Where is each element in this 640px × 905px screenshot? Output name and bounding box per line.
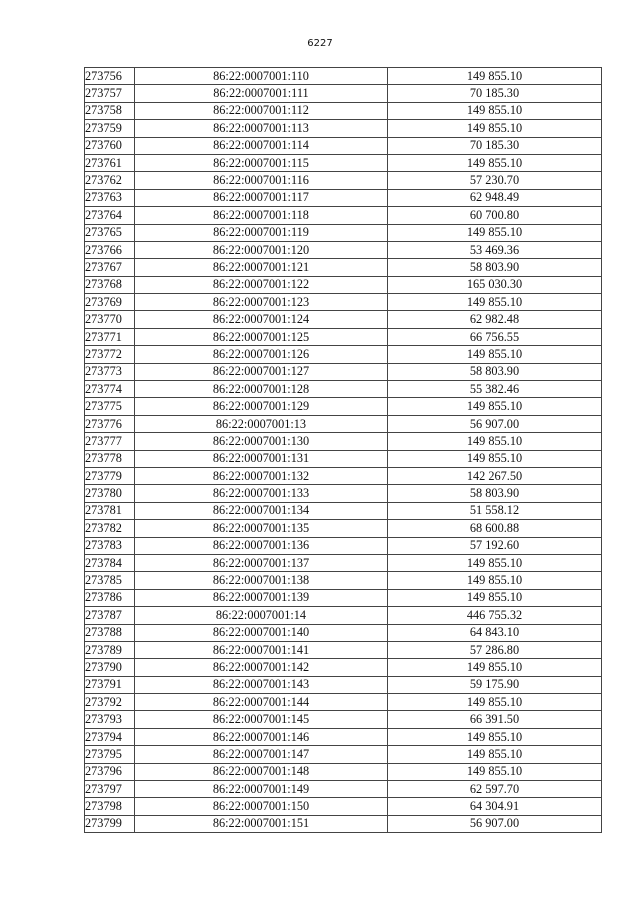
table-row <box>85 659 602 676</box>
table-row <box>85 641 602 658</box>
cadastral-number-cell: 86:22:0007001:134 <box>135 502 388 519</box>
table-row <box>85 554 602 571</box>
cadastral-value-cell: 58 803.90 <box>388 363 602 380</box>
record-number-cell: 273778 <box>85 450 135 467</box>
record-number-cell: 273783 <box>85 537 135 554</box>
record-number-cell: 273767 <box>85 259 135 276</box>
table-row <box>85 381 602 398</box>
cadastral-number-cell: 86:22:0007001:144 <box>135 694 388 711</box>
cadastral-value-cell: 66 756.55 <box>388 328 602 345</box>
cadastral-value-cell: 70 185.30 <box>388 137 602 154</box>
record-number-cell: 273797 <box>85 781 135 798</box>
cadastral-number-cell: 86:22:0007001:139 <box>135 589 388 606</box>
record-number-cell: 273772 <box>85 346 135 363</box>
cadastral-number-cell: 86:22:0007001:123 <box>135 294 388 311</box>
cadastral-number-cell: 86:22:0007001:122 <box>135 276 388 293</box>
cadastral-number-cell: 86:22:0007001:129 <box>135 398 388 415</box>
cadastral-number-cell: 86:22:0007001:146 <box>135 728 388 745</box>
cadastral-value-cell: 60 700.80 <box>388 207 602 224</box>
table-row <box>85 137 602 154</box>
cadastral-value-cell: 149 855.10 <box>388 694 602 711</box>
cadastral-value-cell: 62 597.70 <box>388 781 602 798</box>
record-number-cell: 273796 <box>85 763 135 780</box>
cadastral-value-cell: 165 030.30 <box>388 276 602 293</box>
cadastral-number-cell: 86:22:0007001:113 <box>135 120 388 137</box>
cadastral-value-cell: 55 382.46 <box>388 381 602 398</box>
table-row <box>85 467 602 484</box>
record-number-cell: 273769 <box>85 294 135 311</box>
cadastral-number-cell: 86:22:0007001:132 <box>135 467 388 484</box>
cadastral-number-cell: 86:22:0007001:118 <box>135 207 388 224</box>
table-row <box>85 207 602 224</box>
table-row <box>85 154 602 171</box>
record-number-cell: 273789 <box>85 641 135 658</box>
cadastral-number-cell: 86:22:0007001:14 <box>135 607 388 624</box>
cadastral-number-cell: 86:22:0007001:114 <box>135 137 388 154</box>
cadastral-number-cell: 86:22:0007001:117 <box>135 189 388 206</box>
record-number-cell: 273791 <box>85 676 135 693</box>
table-row <box>85 798 602 815</box>
table-row <box>85 363 602 380</box>
record-number-cell: 273759 <box>85 120 135 137</box>
cadastral-number-cell: 86:22:0007001:149 <box>135 781 388 798</box>
cadastral-number-cell: 86:22:0007001:133 <box>135 485 388 502</box>
cadastral-number-cell: 86:22:0007001:141 <box>135 641 388 658</box>
cadastral-number-cell: 86:22:0007001:13 <box>135 415 388 432</box>
cadastral-value-cell: 149 855.10 <box>388 68 602 85</box>
cadastral-value-cell: 149 855.10 <box>388 572 602 589</box>
cadastral-value-cell: 62 948.49 <box>388 189 602 206</box>
cadastral-number-cell: 86:22:0007001:136 <box>135 537 388 554</box>
record-number-cell: 273761 <box>85 154 135 171</box>
table-row <box>85 450 602 467</box>
record-number-cell: 273762 <box>85 172 135 189</box>
table-row <box>85 433 602 450</box>
cadastral-number-cell: 86:22:0007001:143 <box>135 676 388 693</box>
table-row <box>85 311 602 328</box>
cadastral-number-cell: 86:22:0007001:140 <box>135 624 388 641</box>
table-row <box>85 572 602 589</box>
table-row <box>85 781 602 798</box>
cadastral-value-cell: 57 230.70 <box>388 172 602 189</box>
table-row <box>85 346 602 363</box>
table-row <box>85 294 602 311</box>
cadastral-value-cell: 66 391.50 <box>388 711 602 728</box>
cadastral-value-cell: 149 855.10 <box>388 102 602 119</box>
record-number-cell: 273784 <box>85 554 135 571</box>
table-body <box>85 68 602 833</box>
record-number-cell: 273773 <box>85 363 135 380</box>
record-number-cell: 273781 <box>85 502 135 519</box>
table-row <box>85 589 602 606</box>
record-number-cell: 273777 <box>85 433 135 450</box>
cadastral-value-cell: 64 843.10 <box>388 624 602 641</box>
table-row <box>85 624 602 641</box>
record-number-cell: 273785 <box>85 572 135 589</box>
cadastral-number-cell: 86:22:0007001:112 <box>135 102 388 119</box>
cadastral-value-cell: 149 855.10 <box>388 294 602 311</box>
record-number-cell: 273776 <box>85 415 135 432</box>
cadastral-value-cell: 149 855.10 <box>388 763 602 780</box>
cadastral-value-cell: 57 192.60 <box>388 537 602 554</box>
cadastral-number-cell: 86:22:0007001:128 <box>135 381 388 398</box>
table-row <box>85 241 602 258</box>
cadastral-value-cell: 149 855.10 <box>388 224 602 241</box>
cadastral-number-cell: 86:22:0007001:151 <box>135 815 388 832</box>
table-row <box>85 415 602 432</box>
table-row <box>85 172 602 189</box>
table-row <box>85 224 602 241</box>
cadastral-value-cell: 149 855.10 <box>388 398 602 415</box>
record-number-cell: 273779 <box>85 467 135 484</box>
record-number-cell: 273782 <box>85 520 135 537</box>
cadastral-value-cell: 149 855.10 <box>388 746 602 763</box>
cadastral-number-cell: 86:22:0007001:121 <box>135 259 388 276</box>
cadastral-number-cell: 86:22:0007001:110 <box>135 68 388 85</box>
record-number-cell: 273757 <box>85 85 135 102</box>
table-row <box>85 607 602 624</box>
cadastral-value-cell: 62 982.48 <box>388 311 602 328</box>
cadastral-number-cell: 86:22:0007001:120 <box>135 241 388 258</box>
record-number-cell: 273771 <box>85 328 135 345</box>
cadastral-value-cell: 149 855.10 <box>388 728 602 745</box>
record-number-cell: 273764 <box>85 207 135 224</box>
cadastral-number-cell: 86:22:0007001:135 <box>135 520 388 537</box>
cadastral-value-cell: 149 855.10 <box>388 589 602 606</box>
table-row <box>85 120 602 137</box>
table-row <box>85 502 602 519</box>
cadastral-value-cell: 149 855.10 <box>388 554 602 571</box>
table-row <box>85 520 602 537</box>
cadastral-value-cell: 53 469.36 <box>388 241 602 258</box>
table-row <box>85 728 602 745</box>
table-row <box>85 259 602 276</box>
record-number-cell: 273770 <box>85 311 135 328</box>
cadastral-number-cell: 86:22:0007001:115 <box>135 154 388 171</box>
record-number-cell: 273795 <box>85 746 135 763</box>
cadastral-number-cell: 86:22:0007001:126 <box>135 346 388 363</box>
cadastral-number-cell: 86:22:0007001:131 <box>135 450 388 467</box>
cadastral-value-cell: 149 855.10 <box>388 120 602 137</box>
record-number-cell: 273760 <box>85 137 135 154</box>
cadastral-value-cell: 57 286.80 <box>388 641 602 658</box>
cadastral-value-cell: 56 907.00 <box>388 815 602 832</box>
cadastral-value-cell: 446 755.32 <box>388 607 602 624</box>
cadastral-value-cell: 70 185.30 <box>388 85 602 102</box>
record-number-cell: 273786 <box>85 589 135 606</box>
cadastral-number-cell: 86:22:0007001:138 <box>135 572 388 589</box>
cadastral-value-cell: 64 304.91 <box>388 798 602 815</box>
record-number-cell: 273792 <box>85 694 135 711</box>
record-number-cell: 273774 <box>85 381 135 398</box>
cadastral-value-cell: 149 855.10 <box>388 154 602 171</box>
cadastral-number-cell: 86:22:0007001:142 <box>135 659 388 676</box>
record-number-cell: 273756 <box>85 68 135 85</box>
cadastral-number-cell: 86:22:0007001:148 <box>135 763 388 780</box>
table-row <box>85 68 602 85</box>
cadastral-value-cell: 149 855.10 <box>388 659 602 676</box>
cadastral-number-cell: 86:22:0007001:147 <box>135 746 388 763</box>
record-number-cell: 273780 <box>85 485 135 502</box>
cadastral-number-cell: 86:22:0007001:130 <box>135 433 388 450</box>
table-row <box>85 398 602 415</box>
table-row <box>85 746 602 763</box>
cadastral-number-cell: 86:22:0007001:119 <box>135 224 388 241</box>
record-number-cell: 273790 <box>85 659 135 676</box>
table-row <box>85 694 602 711</box>
record-number-cell: 273788 <box>85 624 135 641</box>
table-row <box>85 763 602 780</box>
record-number-cell: 273765 <box>85 224 135 241</box>
table-row <box>85 85 602 102</box>
cadastral-value-cell: 149 855.10 <box>388 346 602 363</box>
cadastral-value-cell: 142 267.50 <box>388 467 602 484</box>
cadastral-value-cell: 149 855.10 <box>388 433 602 450</box>
record-number-cell: 273768 <box>85 276 135 293</box>
cadastral-value-cell: 58 803.90 <box>388 259 602 276</box>
record-number-cell: 273766 <box>85 241 135 258</box>
table-row <box>85 537 602 554</box>
table-row <box>85 676 602 693</box>
table-row <box>85 815 602 832</box>
cadastral-number-cell: 86:22:0007001:125 <box>135 328 388 345</box>
table-row <box>85 485 602 502</box>
cadastral-value-cell: 149 855.10 <box>388 450 602 467</box>
cadastral-number-cell: 86:22:0007001:137 <box>135 554 388 571</box>
cadastral-number-cell: 86:22:0007001:116 <box>135 172 388 189</box>
table-row <box>85 102 602 119</box>
table-row <box>85 276 602 293</box>
record-number-cell: 273787 <box>85 607 135 624</box>
table-row <box>85 711 602 728</box>
record-number-cell: 273799 <box>85 815 135 832</box>
cadastral-number-cell: 86:22:0007001:111 <box>135 85 388 102</box>
page-number: 6227 <box>307 38 333 49</box>
cadastral-value-cell: 59 175.90 <box>388 676 602 693</box>
table-row <box>85 189 602 206</box>
record-number-cell: 273758 <box>85 102 135 119</box>
record-number-cell: 273798 <box>85 798 135 815</box>
cadastral-value-cell: 58 803.90 <box>388 485 602 502</box>
cadastral-number-cell: 86:22:0007001:124 <box>135 311 388 328</box>
cadastral-number-cell: 86:22:0007001:145 <box>135 711 388 728</box>
cadastral-number-cell: 86:22:0007001:127 <box>135 363 388 380</box>
cadastral-number-cell: 86:22:0007001:150 <box>135 798 388 815</box>
cadastral-value-cell: 68 600.88 <box>388 520 602 537</box>
record-number-cell: 273794 <box>85 728 135 745</box>
record-number-cell: 273775 <box>85 398 135 415</box>
cadastral-value-cell: 51 558.12 <box>388 502 602 519</box>
cadastral-value-table <box>84 67 602 833</box>
record-number-cell: 273763 <box>85 189 135 206</box>
record-number-cell: 273793 <box>85 711 135 728</box>
table-row <box>85 328 602 345</box>
cadastral-value-cell: 56 907.00 <box>388 415 602 432</box>
